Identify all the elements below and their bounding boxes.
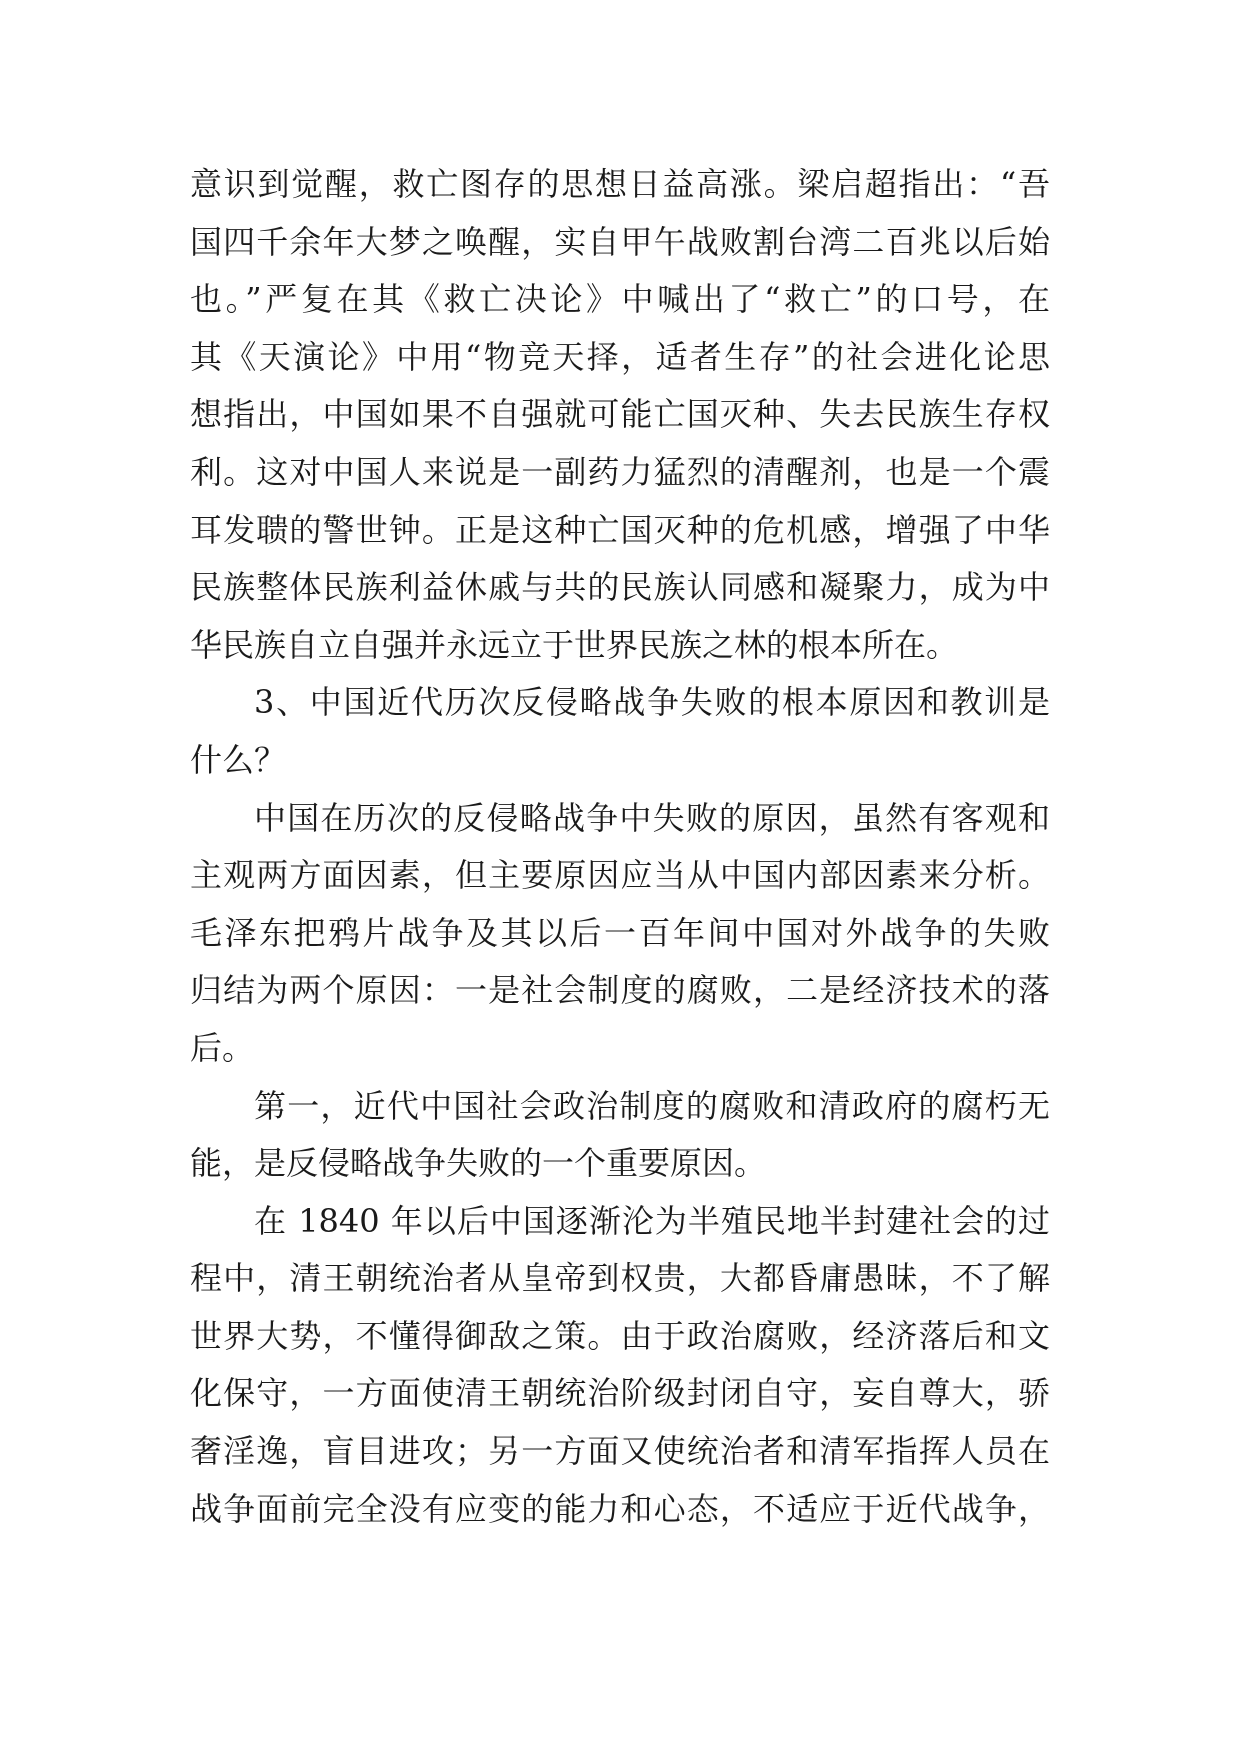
text-line: 毛泽东把鸦片战争及其以后一百年间中国对外战争的失败 xyxy=(190,913,1050,952)
text-line: 想指出，中国如果不自强就可能亡国灭种、失去民族生存权 xyxy=(190,395,1050,434)
text-line: 华民族自立自强并永远立于世界民族之林的根本所在。 xyxy=(190,625,959,664)
text-line: 国四千余年大梦之唤醒，实自甲午战败割台湾二百兆以后始 xyxy=(190,222,1050,261)
text-line: 什么？ xyxy=(190,740,287,779)
text-line: 利。这对中国人来说是一副药力猛烈的清醒剂，也是一个震 xyxy=(190,452,1050,491)
paragraph-first-line: 3、中国近代历次反侵略战争失败的根本原因和教训是 xyxy=(254,683,1050,722)
text-line: 民族整体民族利益休戚与共的民族认同感和凝聚力，成为中 xyxy=(190,568,1050,607)
text-line: 意识到觉醒，救亡图存的思想日益高涨。梁启超指出：“吾 xyxy=(190,165,1050,203)
paragraph-first-line: 第一，近代中国社会政治制度的腐败和清政府的腐朽无 xyxy=(254,1086,1050,1125)
text-line: 后。 xyxy=(190,1028,255,1067)
text-line: 奢淫逸，盲目进攻；另一方面又使统治者和清军指挥人员在 xyxy=(190,1432,1050,1471)
text-line: 归结为两个原因：一是社会制度的腐败，二是经济技术的落 xyxy=(190,971,1050,1010)
text-line: 战争面前完全没有应变的能力和心态，不适应于近代战争， xyxy=(190,1489,1050,1528)
body-text xyxy=(190,156,1050,1538)
text-line: 耳发聩的警世钟。正是这种亡国灭种的危机感，增强了中华 xyxy=(190,510,1050,549)
text-line: 程中，清王朝统治者从皇帝到权贵，大都昏庸愚昧，不了解 xyxy=(190,1259,1050,1298)
text-line: 能，是反侵略战争失败的一个重要原因。 xyxy=(190,1144,767,1183)
paragraph-first-line: 中国在历次的反侵略战争中失败的原因，虽然有客观和 xyxy=(254,798,1050,837)
text-line: 也。”严复在其《救亡决论》中喊出了“救亡”的口号，在 xyxy=(190,280,1050,319)
text-line: 世界大势，不懂得御敌之策。由于政治腐败，经济落后和文 xyxy=(190,1316,1050,1355)
paragraph-first-line: 在 1840 年以后中国逐渐沦为半殖民地半封建社会的过 xyxy=(254,1201,1050,1240)
text-line: 其《天演论》中用“物竞天择，适者生存”的社会进化论思 xyxy=(190,337,1050,376)
text-line: 化保守，一方面使清王朝统治阶级封闭自守，妄自尊大，骄 xyxy=(190,1374,1050,1413)
text-line: 主观两方面因素，但主要原因应当从中国内部因素来分析。 xyxy=(190,856,1050,895)
